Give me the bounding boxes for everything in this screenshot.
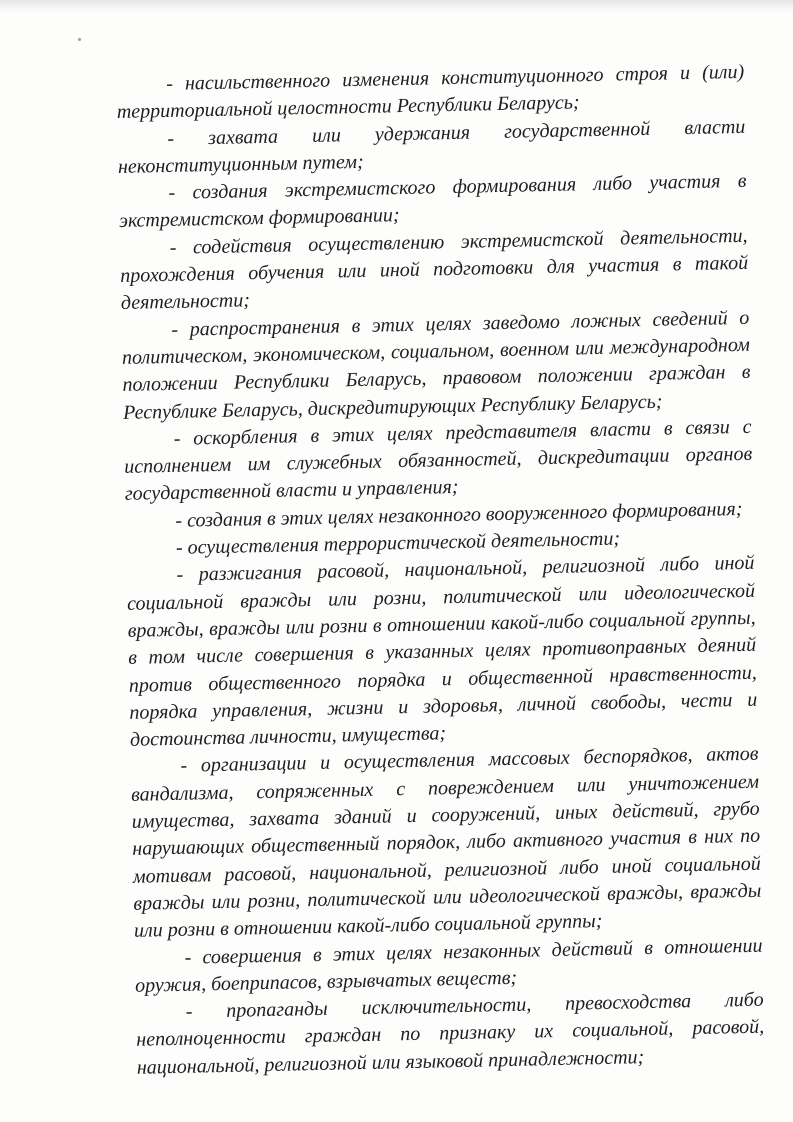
list-item: - совершения в этих целях незаконных действий в отношении оружия, боеприпасов, взрывчатых веществ; — [134, 934, 763, 997]
scan-speck — [78, 38, 81, 41]
list-item: - пропаганды исключительности, превосходства либо неполноценности граждан по признаку их социальной, расовой, национальной, религиозной или языковой принадлежности; — [136, 988, 765, 1079]
list-item: - создания в этих целях незаконного вооруженного формирования; — [175, 497, 743, 532]
list-item: - осуществления террористической деятельности; — [175, 527, 621, 559]
list-item: - создания экстремистского формирования либо участия в экстремистском формировании; — [118, 170, 747, 233]
list-item: - захвата или удержания государственной власти неконституционным путем; — [117, 115, 746, 178]
list-item: - оскорбления в этих целях представителя власти в связи с исполнением им служебных обязанностей, дискредитации органов государственной власти и управления; — [124, 415, 753, 506]
list-item: - распространения в этих целях заведомо ложных сведений о политическом, экономическом, социальном, военном или международном положении Республики Беларусь, правовом положении граждан в Республике Беларусь, дискредитирующих Республику Беларусь; — [121, 306, 751, 424]
document-body — [116, 59, 765, 1082]
list-item: - разжигания расовой, национальной, религиозной либо иной социальной вражды или розни, политической или идеологической вражды, вражды или розни в отношении какой-либо социальной группы, в том числе совершения в указанных целях противоправных деяний против общественного порядка и общественной нравственности, порядка управления, жизни и здоровья, личной свободы, чести и достоинства личности, имущества; — [126, 552, 758, 751]
list-item: - содействия осуществлению экстремистской деятельности, прохождения обучения или иной подготовки для участия в такой деятельности; — [120, 224, 749, 315]
scan-edge-shadow — [0, 0, 793, 14]
list-item: - организации и осуществления массовых беспорядков, актов вандализма, сопряженных с повреждением или уничтожением имущества, захвата зданий и сооружений, иных действий, грубо нарушающих общественный порядок, либо активного участия в них по мотивам расовой, национальной, религиозной либо иной социальной вражды или розни, политической или идеологической вражды, вражды или розни в отношении какой-либо социальной группы; — [130, 743, 762, 943]
list-item: - насильственного изменения конституционного строя и (или) территориальной целостности Республики Беларусь; — [116, 60, 745, 124]
